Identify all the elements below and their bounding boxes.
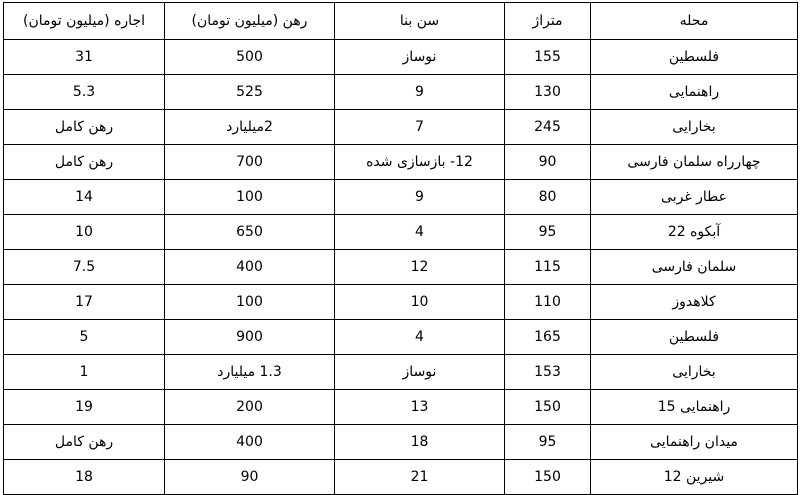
cell-rent: 17 — [4, 285, 165, 320]
cell-area: 165 — [505, 320, 591, 355]
cell-area: 95 — [505, 425, 591, 460]
cell-neighborhood: میدان راهنمایی — [591, 425, 798, 460]
table-row — [4, 145, 798, 180]
cell-mortgage: 900 — [165, 320, 335, 355]
cell-area: 80 — [505, 180, 591, 215]
cell-mortgage: 100 — [165, 285, 335, 320]
cell-rent: 10 — [4, 215, 165, 250]
cell-mortgage: 200 — [165, 390, 335, 425]
cell-rent: 18 — [4, 460, 165, 495]
cell-mortgage: 90 — [165, 460, 335, 495]
cell-area: 155 — [505, 40, 591, 75]
cell-mortgage: 650 — [165, 215, 335, 250]
cell-rent: 5.3 — [4, 75, 165, 110]
table-row — [4, 425, 798, 460]
cell-area: 150 — [505, 460, 591, 495]
cell-rent: رهن کامل — [4, 425, 165, 460]
table-body — [4, 40, 798, 495]
cell-area: 90 — [505, 145, 591, 180]
cell-rent: 7.5 — [4, 250, 165, 285]
header-rent: اجاره (میلیون تومان) — [4, 3, 165, 40]
cell-area: 130 — [505, 75, 591, 110]
cell-neighborhood: آبکوه 22 — [591, 215, 798, 250]
table-row — [4, 320, 798, 355]
cell-building-age: 21 — [335, 460, 505, 495]
cell-mortgage: 400 — [165, 250, 335, 285]
cell-neighborhood: شیرین 12 — [591, 460, 798, 495]
table-header-row — [4, 3, 798, 40]
cell-building-age: 9 — [335, 75, 505, 110]
cell-mortgage: 525 — [165, 75, 335, 110]
rental-listings-table — [3, 2, 798, 495]
cell-neighborhood: چهارراه سلمان فارسی — [591, 145, 798, 180]
header-building-age: سن بنا — [335, 3, 505, 40]
cell-neighborhood: راهنمایی — [591, 75, 798, 110]
cell-rent: 14 — [4, 180, 165, 215]
cell-neighborhood: فلسطین — [591, 40, 798, 75]
table-row — [4, 75, 798, 110]
cell-area: 245 — [505, 110, 591, 145]
cell-building-age: نوساز — [335, 40, 505, 75]
cell-rent: 31 — [4, 40, 165, 75]
table-row — [4, 390, 798, 425]
cell-neighborhood: فلسطین — [591, 320, 798, 355]
cell-building-age: 4 — [335, 320, 505, 355]
table-row — [4, 215, 798, 250]
cell-building-age: 13 — [335, 390, 505, 425]
cell-area: 95 — [505, 215, 591, 250]
cell-mortgage: 2میلیارد — [165, 110, 335, 145]
cell-building-age: 12 — [335, 250, 505, 285]
cell-rent: 1 — [4, 355, 165, 390]
cell-mortgage: 1.3 میلیارد — [165, 355, 335, 390]
cell-neighborhood: راهنمایی 15 — [591, 390, 798, 425]
cell-building-age: 4 — [335, 215, 505, 250]
cell-mortgage: 100 — [165, 180, 335, 215]
table-row — [4, 110, 798, 145]
cell-rent: رهن کامل — [4, 145, 165, 180]
table-row — [4, 285, 798, 320]
cell-building-age: 9 — [335, 180, 505, 215]
table-row — [4, 40, 798, 75]
cell-area: 115 — [505, 250, 591, 285]
header-neighborhood: محله — [591, 3, 798, 40]
cell-area: 150 — [505, 390, 591, 425]
table-row — [4, 355, 798, 390]
cell-mortgage: 500 — [165, 40, 335, 75]
cell-rent: رهن کامل — [4, 110, 165, 145]
table-row — [4, 180, 798, 215]
cell-building-age: 10 — [335, 285, 505, 320]
cell-neighborhood: بخارایی — [591, 110, 798, 145]
cell-rent: 5 — [4, 320, 165, 355]
cell-area: 153 — [505, 355, 591, 390]
cell-building-age: 18 — [335, 425, 505, 460]
table-row — [4, 250, 798, 285]
cell-neighborhood: عطار غربی — [591, 180, 798, 215]
cell-neighborhood: کلاهدوز — [591, 285, 798, 320]
cell-neighborhood: سلمان فارسی — [591, 250, 798, 285]
cell-rent: 19 — [4, 390, 165, 425]
header-mortgage: رهن (میلیون تومان) — [165, 3, 335, 40]
cell-area: 110 — [505, 285, 591, 320]
cell-mortgage: 400 — [165, 425, 335, 460]
table-row — [4, 460, 798, 495]
cell-mortgage: 700 — [165, 145, 335, 180]
cell-building-age: نوساز — [335, 355, 505, 390]
cell-neighborhood: بخارایی — [591, 355, 798, 390]
cell-building-age: 7 — [335, 110, 505, 145]
header-area: متراژ — [505, 3, 591, 40]
cell-building-age: 12- بازسازی شده — [335, 145, 505, 180]
